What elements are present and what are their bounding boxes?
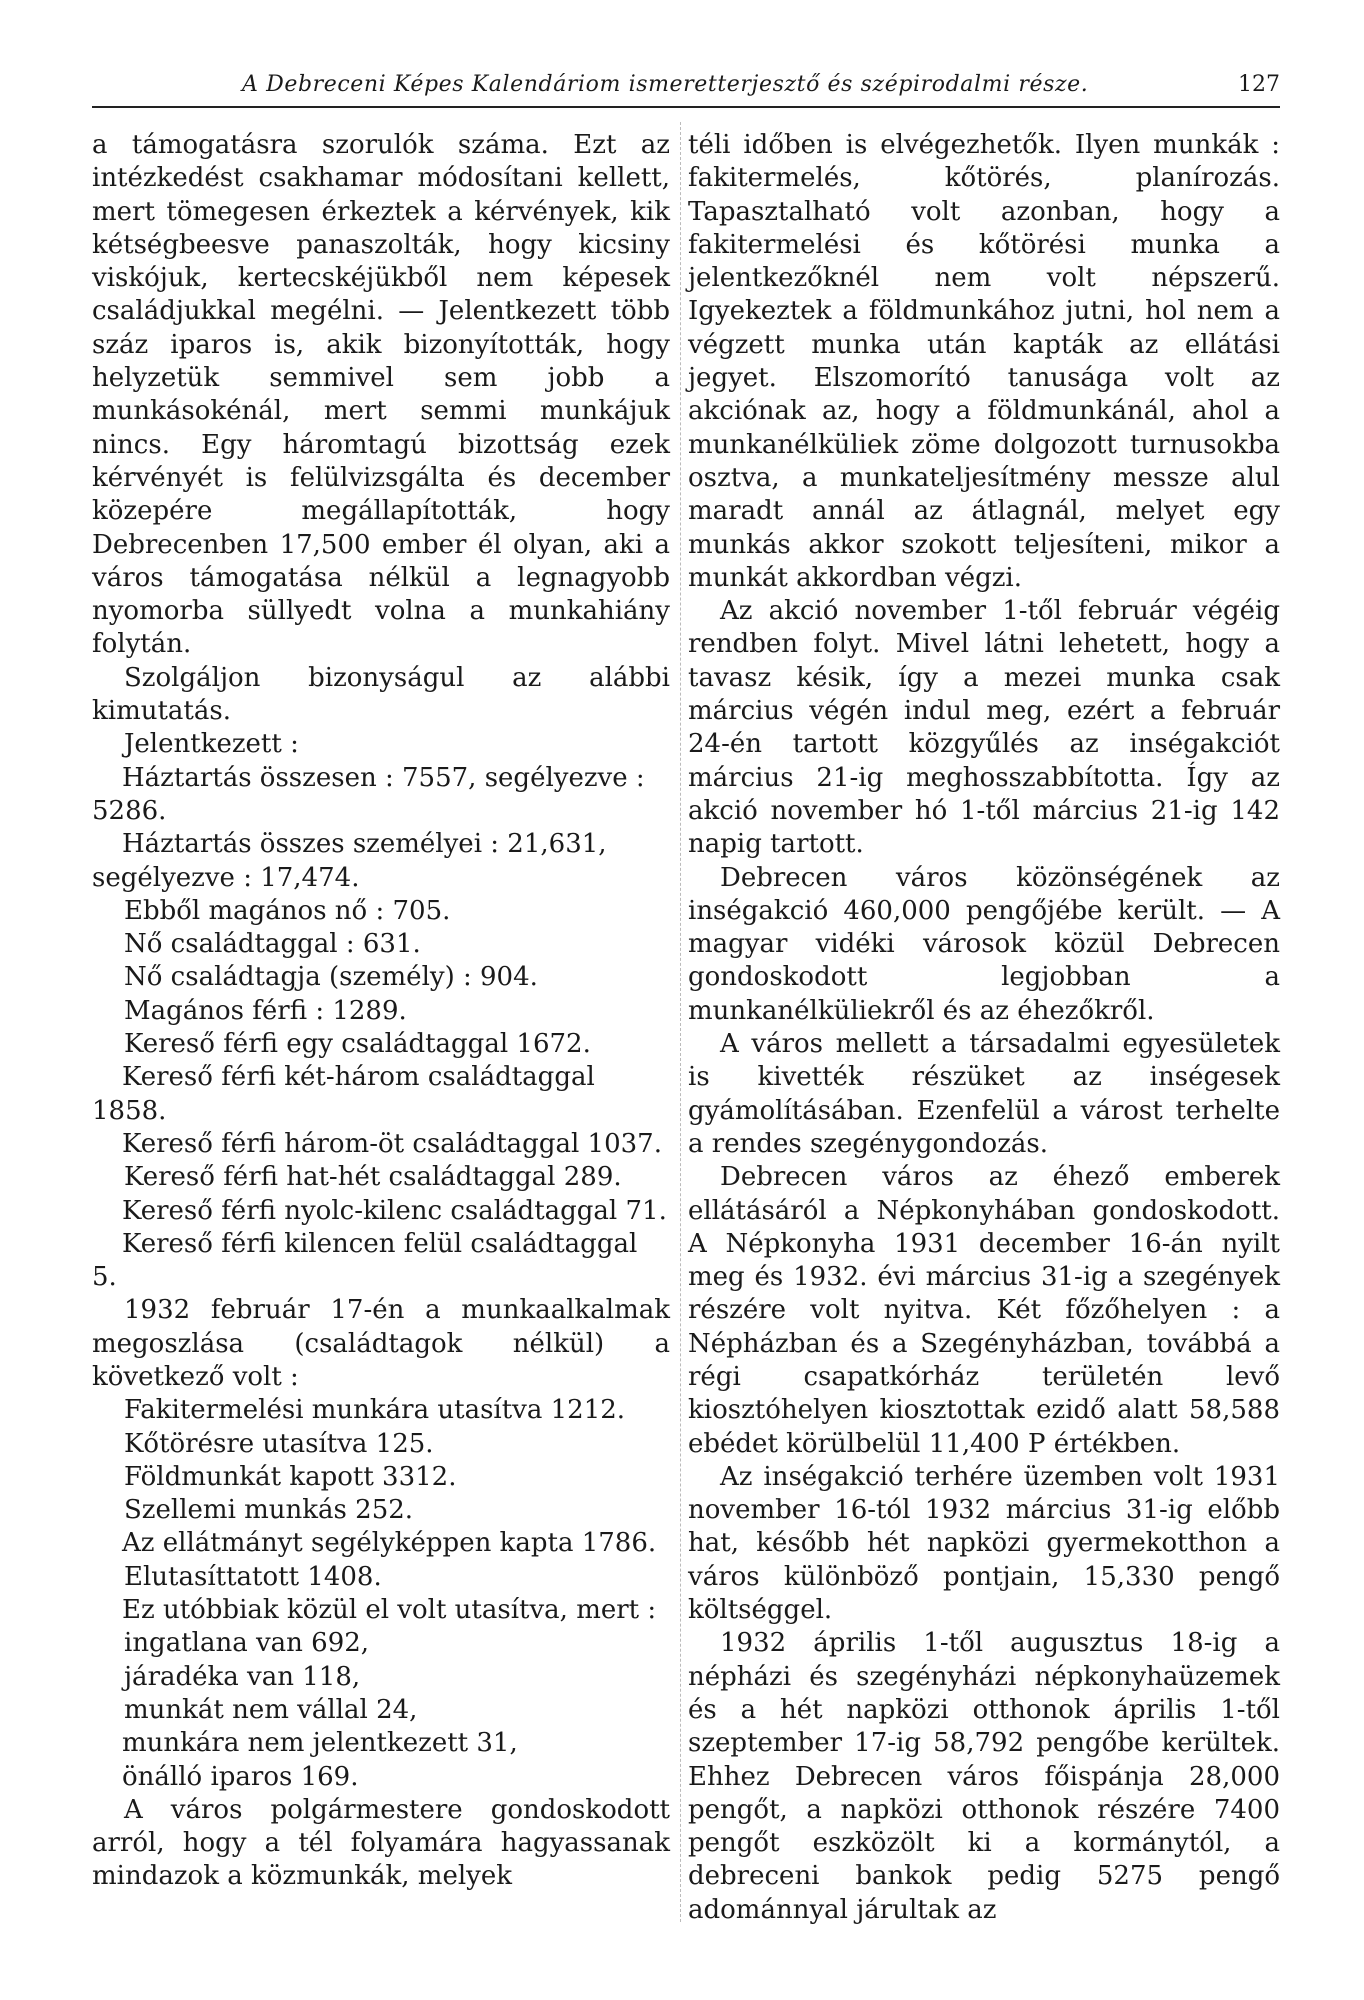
paragraph: 1932 február 17-én a munkaalkalmak megoszlása (családtagok nélkül) a következő volt : <box>92 1295 670 1392</box>
stat-line: Fakitermelési munkára utasítva 1212. <box>124 1395 626 1426</box>
stat-line: Kereső férfi két-három családtaggal 1858. <box>92 1062 595 1126</box>
paragraph: a támogatásra szorulók száma. Ezt az intézkedést csakhamar módosítani kellett, mert tömegesen érkeztek a kérvények, kik kétségbeesve panaszolták, hogy kicsiny viskójuk, kertecskéjükből nem képesek családjukkal megélni. — Jelentkezett több száz iparos is, akik bizonyították, hogy helyzetük semmivel sem jobb a munkásokénál, mert semmi munkájuk nincs. Egy háromtagú bizottság ezek kérvényét is felülvizsgálta és december közepére megállapították, hogy Debrecenben 17,500 ember él olyan, aki a város támogatása nélkül a legnagyobb nyomorba süllyedt volna a munkahiány folytán. <box>92 130 670 660</box>
stat-line: Háztartás összesen : 7557, segélyezve : 5286. <box>92 762 645 826</box>
paragraph: Az inségakció terhére üzemben volt 1931 november 16-tól 1932 március 31-ig előbb hat, később hét napközi gyermekotthon a város különböző pontjain, 15,330 pengő költséggel. <box>688 1461 1280 1626</box>
stat-line: Ez utóbbiak közül el volt utasítva, mert : <box>122 1595 657 1626</box>
right-column <box>688 129 1280 1927</box>
stat-line: Földmunkát kapott 3312. <box>124 1461 457 1492</box>
stat-line: Kereső férfi nyolc-kilenc családtaggal 71. <box>122 1195 667 1226</box>
header-title: A Debreceni Képes Kalendáriom ismeretterjesztő és szépirodalmi része. <box>242 72 1089 97</box>
stat-line: Az ellátmányt segélyképpen kapta 1786. <box>122 1528 657 1559</box>
paragraph: Jelentkezett : <box>124 729 299 760</box>
stat-line: önálló iparos 169. <box>122 1761 359 1792</box>
left-column <box>92 129 670 1894</box>
stat-line: Nő családtagja (személy) : 904. <box>124 962 538 993</box>
paragraph: 1932 április 1-től augusztus 18-ig a népházi és szegényházi népkonyhaüzemek és a hét napközi otthonok április 1-től szeptember 17-ig 58,792 pengőbe kerültek. Ehhez Debrecen város főispánja 28,000 pengőt, a napközi otthonok részére 7400 pengőt eszközölt ki a kormánytól, a debreceni bankok pedig 5275 pengő adománnyal járultak az <box>688 1628 1280 1925</box>
paragraph: Debrecen város közönségének az inségakció 460,000 pengőjébe került. — A magyar vidéki városok közül Debrecen gondoskodott legjobban a munkanélküliekről és az éhezőkről. <box>688 862 1280 1026</box>
paragraph: Az akció november 1-től február végéig rendben folyt. Mivel látni lehetett, hogy a tavasz késik, így a mezei munka csak március végén indul meg, ezért a február 24-én tartott közgyűlés az inségakciót március 21-ig meghosszabbította. Így az akció november hó 1-től március 21-ig 142 napig tartott. <box>688 596 1280 860</box>
paragraph: téli időben is elvégezhetők. Ilyen munkák : fakitermelés, kőtörés, planírozás. Tapasztalható volt azonban, hogy a fakitermelési és kőtörési munka a jelentkezőknél nem volt népszerű. Igyekeztek a földmunkához jutni, hol nem a végzett munka után kapták az ellátási jegyet. Elszomorító tanusága volt az akciónak az, hogy a földmunkánál, ahol a munkanélküliek zöme dolgozott turnusokba osztva, a munkateljesítmény messze alul maradt annál az átlagnál, melyet egy munkás akkor szokott teljesíteni, mikor a munkát akkordban végzi. <box>688 130 1280 593</box>
stat-line: ingatlana van 692, <box>124 1628 370 1659</box>
paragraph: A város mellett a társadalmi egyesületek is kivették részüket az inségesek gyámolításában. Ezenfelül a várost terhelte a rendes szegénygondozás. <box>688 1029 1280 1159</box>
paragraph: A város polgármestere gondoskodott arról, hogy a tél folyamára hagyassanak mindazok a közmunkák, melyek <box>92 1794 670 1892</box>
stat-line: Kereső férfi három-öt családtaggal 1037. <box>122 1128 662 1159</box>
stat-line: Kőtörésre utasítva 125. <box>124 1428 434 1459</box>
running-header <box>92 72 1280 108</box>
stat-line: munkára nem jelentkezett 31, <box>122 1728 518 1759</box>
page-number: 127 <box>1238 72 1280 97</box>
paragraph: Debrecen város az éhező emberek ellátásáról a Népkonyhában gondoskodott. A Népkonyha 1931 december 16-án nyilt meg és 1932. évi március 31-ig a szegények részére volt nyitva. Két főzőhelyen : a Népházban és a Szegényházban, továbbá a régi csapatkórház területén levő kiosztóhelyen kiosztottak ezidő alatt 58,588 ebédet körülbelül 11,400 P értékben. <box>688 1162 1280 1459</box>
stat-line: Kereső férfi egy családtaggal 1672. <box>124 1029 591 1060</box>
paragraph: Szolgáljon bizonyságul az alábbi kimutatás. <box>92 662 670 727</box>
stat-line: Kereső férfi hat-hét családtaggal 289. <box>124 1162 622 1193</box>
stat-line: Elutasíttatott 1408. <box>124 1561 382 1592</box>
stat-line: Nő családtaggal : 631. <box>124 929 421 960</box>
column-divider <box>680 122 681 1922</box>
stat-line: járadéka van 118, <box>124 1661 361 1692</box>
stat-line: munkát nem vállal 24, <box>124 1694 418 1725</box>
stat-line: Háztartás összes személyei : 21,631, segélyezve : 17,474. <box>92 829 607 893</box>
stat-line: Szellemi munkás 252. <box>124 1495 414 1526</box>
stat-line: Kereső férfi kilencen felül családtaggal 5. <box>92 1228 638 1293</box>
stat-line: Ebből magános nő : 705. <box>124 895 451 926</box>
stat-line: Magános férfi : 1289. <box>124 995 407 1026</box>
